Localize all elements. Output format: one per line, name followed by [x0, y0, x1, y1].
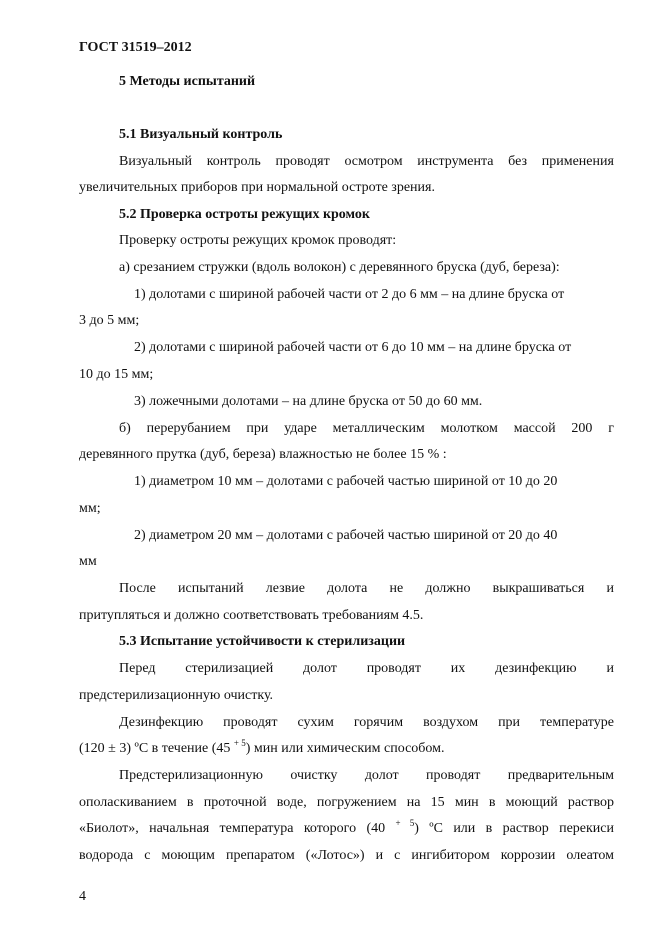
item-b-line-2: деревянного прутка (дуб, береза) влажностью не более 15 % : — [79, 447, 447, 462]
heading-5-2: 5.2 Проверка остроты режущих кромок — [119, 207, 370, 222]
word: инструмента — [417, 154, 494, 169]
item-a1-line-1: 1) долотами с шириной рабочей части от 2 до 6 мм – на длине бруска от — [134, 287, 565, 302]
word: массой — [513, 421, 556, 436]
paragraph-5-3-3-line-3: «Биолот», начальная температура которого (40 $^{+ 5}$) ºС или в раствор перекиси — [79, 818, 615, 836]
word: и — [606, 661, 614, 676]
paragraph-5-3-1-line-1 — [119, 661, 614, 677]
paragraph-5-3-3-line-4: водорода с моющим препаратом («Лотос») и с ингибитором коррозии олеатом — [79, 848, 614, 863]
item-b1-line-1: 1) диаметром 10 мм – долотами с рабочей частью шириной от 10 до 20 — [134, 474, 558, 489]
word: металлическим — [332, 421, 425, 436]
paragraph-after-tests-line-1 — [119, 581, 614, 597]
word: ударе — [284, 421, 317, 436]
word: должно — [425, 581, 471, 596]
word: при — [498, 715, 521, 730]
word: контроль — [206, 154, 261, 169]
heading-5-1: 5.1 Визуальный контроль — [119, 127, 283, 142]
paragraph-5-3-3-line-1 — [119, 768, 614, 784]
word: испытаний — [178, 581, 244, 596]
section-title: 5 Методы испытаний — [119, 74, 256, 89]
word: очистку — [290, 768, 338, 783]
word: молотком — [440, 421, 498, 436]
paragraph-5-3-3-line-2: ополаскиванием в проточной воде, погружением на 15 мин в моющий раствор — [79, 795, 614, 810]
word: проводят — [275, 154, 330, 169]
standard-header: ГОСТ 31519–2012 — [79, 40, 192, 55]
paragraph-5-1-line-2: увеличительных приборов при нормальной остроте зрения. — [79, 180, 435, 195]
word: 200 — [571, 421, 593, 436]
word: стерилизацией — [185, 661, 274, 676]
word: предварительным — [507, 768, 614, 783]
word: Визуальный — [119, 154, 192, 169]
item-a1-line-2: 3 до 5 мм; — [79, 313, 140, 328]
item-a: а) срезанием стружки (вдоль волокон) с деревянного бруска (дуб, береза): — [119, 260, 560, 275]
item-b2-line-1: 2) диаметром 20 мм – долотами с рабочей частью шириной от 20 до 40 — [134, 528, 558, 543]
word: не — [389, 581, 404, 596]
item-a3: 3) ложечными долотами – на длине бруска от 50 до 60 мм. — [134, 394, 483, 409]
word: долота — [327, 581, 368, 596]
heading-5-3: 5.3 Испытание устойчивости к стерилизации — [119, 634, 406, 649]
paragraph-5-3-2-line-2: (120 ± 3) ºС в течение (45 $^{+ 5}$) мин или химическим способом. — [79, 738, 445, 756]
page-number: 4 — [79, 889, 86, 904]
word: температуре — [540, 715, 614, 730]
word: После — [119, 581, 156, 596]
word: без — [508, 154, 528, 169]
word: Дезинфекцию — [119, 715, 204, 730]
word: осмотром — [344, 154, 403, 169]
word: горячим — [353, 715, 404, 730]
word: их — [450, 661, 466, 676]
paragraph-5-1-line-1 — [119, 154, 614, 170]
word: при — [246, 421, 269, 436]
word: б) — [119, 421, 131, 436]
word: г — [608, 421, 614, 436]
word: проводят — [366, 661, 421, 676]
paragraph-5-3-2-line-1 — [119, 715, 614, 731]
word: проводят — [426, 768, 481, 783]
paragraph-5-3-1-line-2: предстерилизационную очистку. — [79, 688, 274, 703]
word: воздухом — [423, 715, 479, 730]
word: применения — [541, 154, 614, 169]
word: и — [606, 581, 614, 596]
item-b1-line-2: мм; — [79, 501, 101, 516]
word: перерубанием — [146, 421, 231, 436]
paragraph-5-2-intro: Проверку остроты режущих кромок проводят: — [119, 233, 397, 248]
word: лезвие — [265, 581, 305, 596]
paragraph-after-tests-line-2: притупляться и должно соответствовать требованиям 4.5. — [79, 608, 424, 623]
word: сухим — [297, 715, 334, 730]
word: дезинфекцию — [495, 661, 577, 676]
word: проводят — [223, 715, 278, 730]
word: Перед — [119, 661, 156, 676]
item-b2-line-2: мм — [79, 554, 97, 569]
word: долот — [364, 768, 399, 783]
word: долот — [303, 661, 337, 676]
item-b-line-1 — [119, 421, 614, 437]
item-a2-line-2: 10 до 15 мм; — [79, 367, 154, 382]
word: Предстерилизационную — [119, 768, 263, 783]
item-a2-line-1: 2) долотами с шириной рабочей части от 6 до 10 мм – на длине бруска от — [134, 340, 572, 355]
word: выкрашиваться — [492, 581, 585, 596]
